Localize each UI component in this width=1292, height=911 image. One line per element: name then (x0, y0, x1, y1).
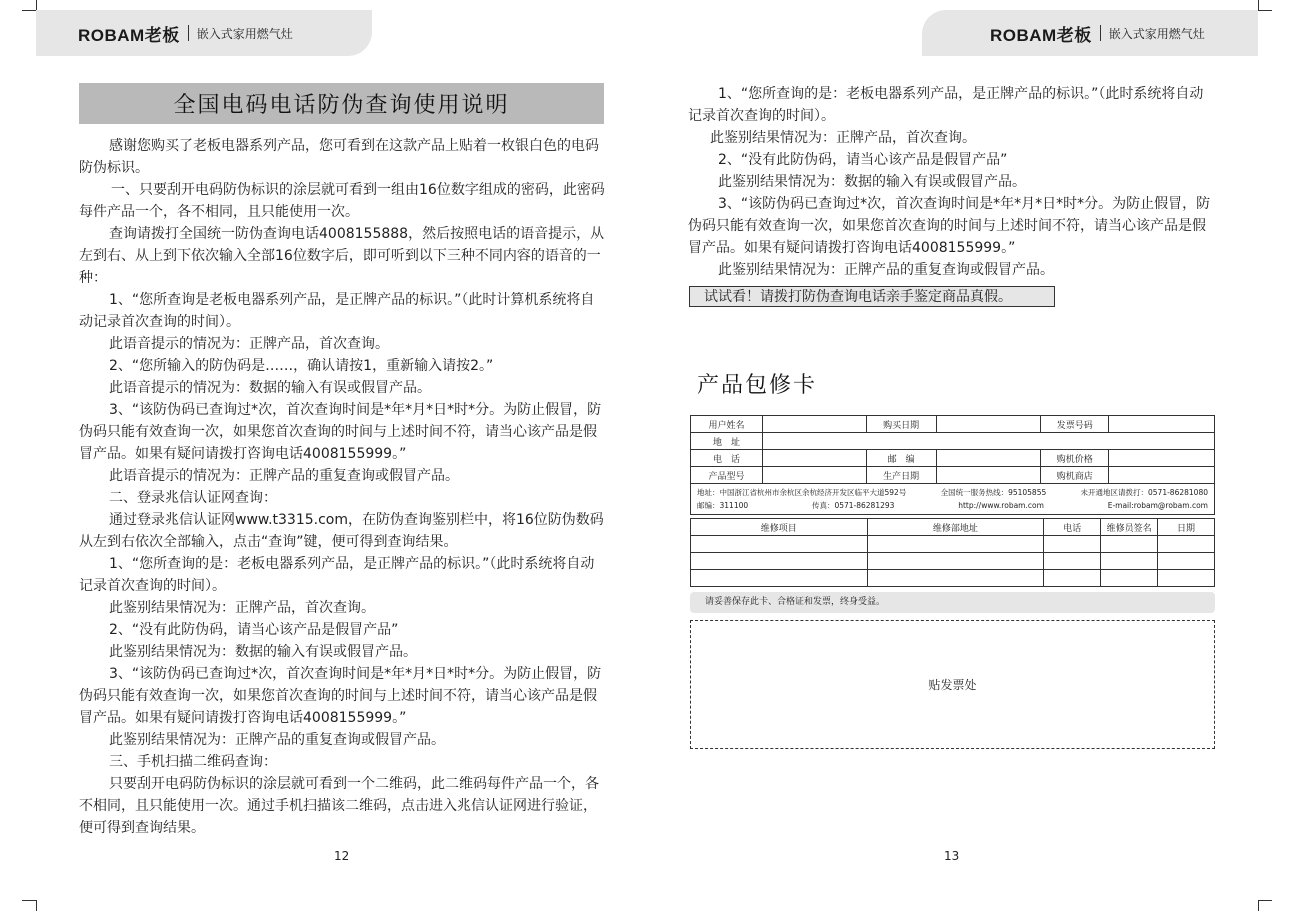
paragraph: 此语音提示的情况为：正牌产品，首次查询。 (109, 336, 389, 352)
paragraph: 此鉴别结果情况为：正牌产品，首次查询。 (710, 130, 976, 146)
paragraph: 2、“没有此防伪码，请当心该产品是假冒产品” (109, 622, 399, 638)
paragraph: 此鉴别结果情况为：数据的输入有误或假冒产品。 (109, 644, 417, 660)
paragraph: 3、“该防伪码已查询过*次，首次查询时间是*年*月*日*时*分。为防止假冒，防伪码只能有效查询一次，如果您首次查询的时间与上述时间不符，请当心该产品是假冒产品。如果有疑问请拨打咨询电话4008155999。” (79, 666, 602, 726)
paragraph: 查询请拨打全国统一防伪查询电话4008155888，然后按照电话的语音提示，从左到右、从上到下依次输入全部16位数字后，即可听到以下三种不同内容的语音的一种： (79, 226, 605, 286)
paragraph: 1、“您所查询的是：老板电器系列产品，是正牌产品的标识。”（此时系统将自动记录首次查询的时间）。 (79, 556, 595, 594)
repair-cell[interactable] (1044, 553, 1101, 570)
repair-cell[interactable] (1158, 570, 1215, 587)
field-address[interactable] (762, 433, 1214, 450)
try-it-box: 试试看！请拨打防伪查询电话亲手鉴定商品真假。 (689, 286, 1055, 307)
label-production-date: 生产日期 (866, 467, 936, 484)
repair-cell[interactable] (1158, 536, 1215, 553)
company-web: http://www.robam.com (958, 501, 1044, 510)
page-number: 12 (334, 849, 350, 863)
label-phone: 电 话 (691, 450, 763, 467)
label-purchase-date: 购买日期 (866, 416, 936, 433)
label-price: 购机价格 (1041, 450, 1109, 467)
paragraph: 感谢您购买了老板电器系列产品，您可看到在这款产品上贴着一枚银白色的电码防伪标识。 (79, 138, 599, 176)
robam-logo: ROBAM老板 (78, 25, 180, 45)
right-page-header (922, 10, 1258, 56)
repair-cell[interactable] (1044, 570, 1101, 587)
header-repair-date: 日期 (1158, 519, 1215, 536)
invoice-area-label: 贴发票处 (928, 678, 977, 692)
field-phone[interactable] (762, 450, 866, 467)
table-row (691, 450, 1215, 467)
field-store[interactable] (1109, 467, 1215, 484)
paragraph: 此鉴别结果情况为：正牌产品，首次查询。 (109, 600, 375, 616)
table-row (691, 467, 1215, 484)
warranty-card-title: 产品包修卡 (697, 373, 818, 398)
repair-cell[interactable] (867, 536, 1044, 553)
left-page-header (36, 10, 372, 56)
warranty-card-table (690, 415, 1215, 515)
header-repair-phone: 电话 (1044, 519, 1101, 536)
header-repair-dept: 维修部地址 (867, 519, 1044, 536)
header-divider (188, 25, 189, 41)
paragraph: 只要刮开电码防伪标识的涂层就可看到一个二维码，此二维码每件产品一个，各不相同，且只能使用一次。通过手机扫描该二维码，点击进入兆信认证网进行验证，便可得到查询结果。 (79, 776, 599, 836)
right-page-body (688, 83, 1214, 281)
keep-card-note: 请妥善保存此卡、合格证和发票，终身受益。 (690, 592, 1215, 613)
field-price[interactable] (1109, 450, 1215, 467)
label-postcode: 邮 编 (866, 450, 936, 467)
paragraph: 3、“该防伪码已查询过*次，首次查询时间是*年*月*日*时*分。为防止假冒，防伪码只能有效查询一次，如果您首次查询的时间与上述时间不符，请当心该产品是假冒产品。如果有疑问请拨打咨询电话4008155999。” (79, 402, 602, 462)
header-subtitle: 嵌入式家用燃气灶 (1108, 26, 1205, 41)
crop-mark (1258, 900, 1272, 901)
paragraph: 此鉴别结果情况为：正牌产品的重复查询或假冒产品。 (109, 732, 445, 748)
header-divider (1100, 25, 1101, 41)
header-subtitle: 嵌入式家用燃气灶 (196, 26, 293, 41)
repair-cell[interactable] (867, 553, 1044, 570)
paragraph: 此鉴别结果情况为：正牌产品的重复查询或假冒产品。 (718, 262, 1054, 278)
company-email: E-mail:robam@robam.com (1107, 501, 1208, 510)
crop-mark (36, 900, 37, 911)
crop-mark (22, 0, 37, 10)
paragraph: 1、“您所查询的是：老板电器系列产品，是正牌产品的标识。”（此时系统将自动记录首次查询的时间）。 (688, 86, 1204, 124)
label-store: 购机商店 (1041, 467, 1109, 484)
paragraph: 一、只要刮开电码防伪标识的涂层就可看到一组由16位数字组成的密码，此密码每件产品一个，各不相同，且只能使用一次。 (79, 182, 605, 220)
paragraph: 此语音提示的情况为：正牌产品的重复查询或假冒产品。 (109, 468, 459, 484)
header-repair-item: 维修项目 (691, 519, 868, 536)
label-address: 地 址 (691, 433, 763, 450)
paragraph: 3、“该防伪码已查询过*次，首次查询时间是*年*月*日*时*分。为防止假冒，防伪码只能有效查询一次，如果您首次查询的时间与上述时间不符，请当心该产品是假冒产品。如果有疑问请拨打咨询电话4008155999。” (688, 196, 1211, 256)
paragraph: 通过登录兆信认证网www.t3315.com，在防伪查询鉴别栏中，将16位防伪数码从左到右依次全部输入，点击“查询”键，便可得到查询结果。 (79, 512, 604, 550)
paragraph: 2、“没有此防伪码，请当心该产品是假冒产品” (718, 152, 1008, 168)
crop-mark (1258, 10, 1272, 11)
label-invoice-no: 发票号码 (1041, 416, 1109, 433)
repair-cell[interactable] (691, 553, 868, 570)
paragraph: 二、登录兆信认证网查询： (109, 490, 277, 506)
paragraph: 三、手机扫描二维码查询： (109, 754, 277, 770)
crop-mark (1258, 0, 1273, 10)
left-page-body (79, 135, 605, 839)
repair-cell[interactable] (1101, 553, 1158, 570)
page-title: 全国电码电话防伪查询使用说明 (79, 83, 604, 124)
paragraph: 1、“您所查询是老板电器系列产品，是正牌产品的标识。”（此时计算机系统将自动记录首次查询的时间）。 (79, 292, 595, 330)
header-repair-sign: 维修员签名 (1101, 519, 1158, 536)
table-row (691, 433, 1215, 450)
company-zip: 邮编：311100 (697, 501, 749, 510)
field-purchase-date[interactable] (936, 416, 1041, 433)
repair-record-table (690, 518, 1215, 587)
table-row (691, 570, 1215, 587)
company-address: 地址：中国浙江省杭州市余杭区余杭经济开发区临平大道592号 (697, 488, 907, 497)
invoice-paste-area (690, 620, 1215, 749)
company-info (691, 484, 1215, 515)
paragraph: 此语音提示的情况为：数据的输入有误或假冒产品。 (109, 380, 431, 396)
crop-mark (22, 10, 36, 11)
field-postcode[interactable] (936, 450, 1041, 467)
repair-cell[interactable] (1044, 536, 1101, 553)
table-row (691, 416, 1215, 433)
field-user-name[interactable] (762, 416, 866, 433)
repair-cell[interactable] (1158, 553, 1215, 570)
table-row (691, 519, 1215, 536)
robam-logo: ROBAM老板 (990, 25, 1092, 45)
company-hotline: 全国统一服务热线：95105855 (940, 488, 1047, 497)
table-row (691, 536, 1215, 553)
crop-mark (22, 900, 36, 901)
paragraph: 此鉴别结果情况为：数据的输入有误或假冒产品。 (718, 174, 1026, 190)
field-model[interactable] (762, 467, 866, 484)
company-other-phone: 未开通地区请拨打：0571-86281080 (1080, 488, 1208, 497)
paragraph: 2、“您所输入的防伪码是……，确认请按1，重新输入请按2。” (109, 358, 494, 374)
field-production-date[interactable] (936, 467, 1041, 484)
company-fax: 传真：0571-86281293 (811, 501, 895, 510)
repair-cell[interactable] (691, 536, 868, 553)
crop-mark (1258, 900, 1259, 911)
repair-cell[interactable] (1101, 536, 1158, 553)
repair-cell[interactable] (1101, 570, 1158, 587)
table-row (691, 553, 1215, 570)
label-model: 产品型号 (691, 467, 763, 484)
page-number: 13 (944, 849, 960, 863)
repair-cell[interactable] (867, 570, 1044, 587)
label-user-name: 用户姓名 (691, 416, 763, 433)
field-invoice-no[interactable] (1109, 416, 1215, 433)
repair-cell[interactable] (691, 570, 868, 587)
table-row (691, 484, 1215, 515)
